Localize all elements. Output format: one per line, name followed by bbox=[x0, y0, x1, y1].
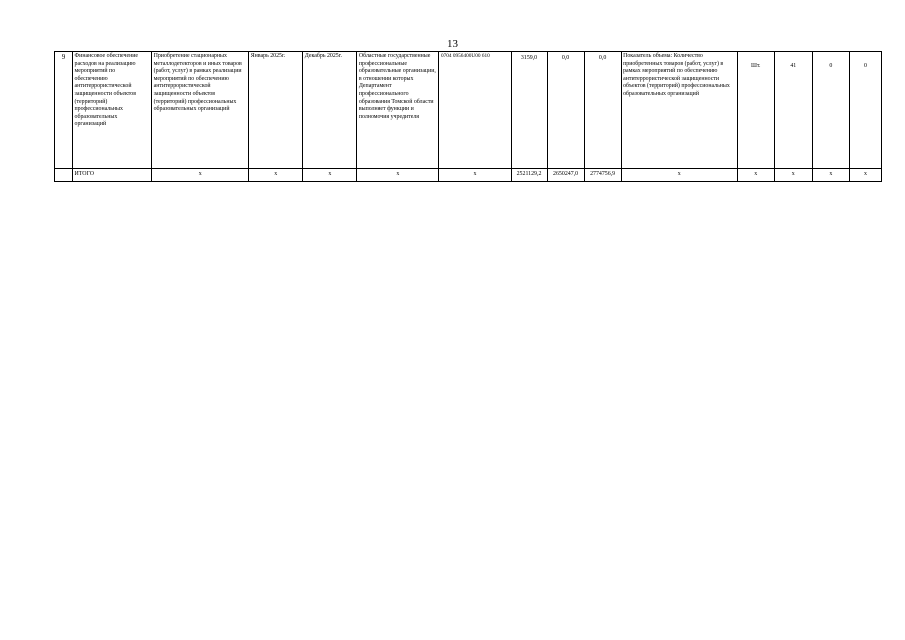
total-value-1: 2521129,2 bbox=[511, 169, 547, 182]
value-2-cell: 0,0 bbox=[547, 52, 584, 169]
page-number: 13 bbox=[447, 38, 458, 50]
total-x-cell: x bbox=[849, 169, 881, 182]
plan-2-cell: 0 bbox=[812, 52, 849, 169]
executor-cell: Областные государственные профессиональные образовательные организации, в отношении которых Департамент профессионального образования Томской области выполняет функции и полномочия учредителя bbox=[357, 52, 439, 169]
total-row bbox=[55, 169, 882, 182]
value-3-cell: 0,0 bbox=[584, 52, 621, 169]
plan-3-cell: 0 bbox=[849, 52, 881, 169]
total-x-cell: x bbox=[249, 169, 303, 182]
task-cell: Финансовое обеспечение расходов на реализацию мероприятий по обеспечению антитеррористической защищенности объектов (территорий) профессиональных образовательных организаций bbox=[73, 52, 152, 169]
kbk-cell: 0704 0956400U00 610 bbox=[439, 52, 511, 169]
total-x-cell: x bbox=[621, 169, 737, 182]
plan-1-cell: 41 bbox=[774, 52, 812, 169]
total-empty-cell bbox=[55, 169, 73, 182]
row-number: 9 bbox=[55, 52, 73, 169]
total-value-2: 2650247,0 bbox=[547, 169, 584, 182]
total-x-cell: x bbox=[303, 169, 357, 182]
total-x-cell: x bbox=[357, 169, 439, 182]
total-x-cell: x bbox=[812, 169, 849, 182]
total-x-cell: x bbox=[737, 169, 774, 182]
event-cell: Приобретение стационарных металлодетекторов и иных товаров (работ, услуг) в рамках реализации мероприятий по обеспечению антитеррористической защищенности объектов (территорий) профессиональных образовательных организаций bbox=[152, 52, 249, 169]
total-label: ИТОГО bbox=[73, 169, 152, 182]
total-x-cell: x bbox=[439, 169, 511, 182]
start-date-cell: Январь 2025г. bbox=[249, 52, 303, 169]
table-row bbox=[55, 52, 882, 169]
indicator-cell: Показатель объема: Количество приобретенных товаров (работ, услуг) в рамках мероприятий по обеспечению антитеррористической защищенности объектов (территорий) профессиональных образовательных организаций bbox=[621, 52, 737, 169]
total-x-cell: x bbox=[152, 169, 249, 182]
value-1-cell: 3159,0 bbox=[511, 52, 547, 169]
total-x-cell: x bbox=[774, 169, 812, 182]
budget-table bbox=[54, 51, 882, 182]
unit-cell: Шт. bbox=[737, 52, 774, 169]
total-value-3: 2774756,9 bbox=[584, 169, 621, 182]
end-date-cell: Декабрь 2025г. bbox=[303, 52, 357, 169]
